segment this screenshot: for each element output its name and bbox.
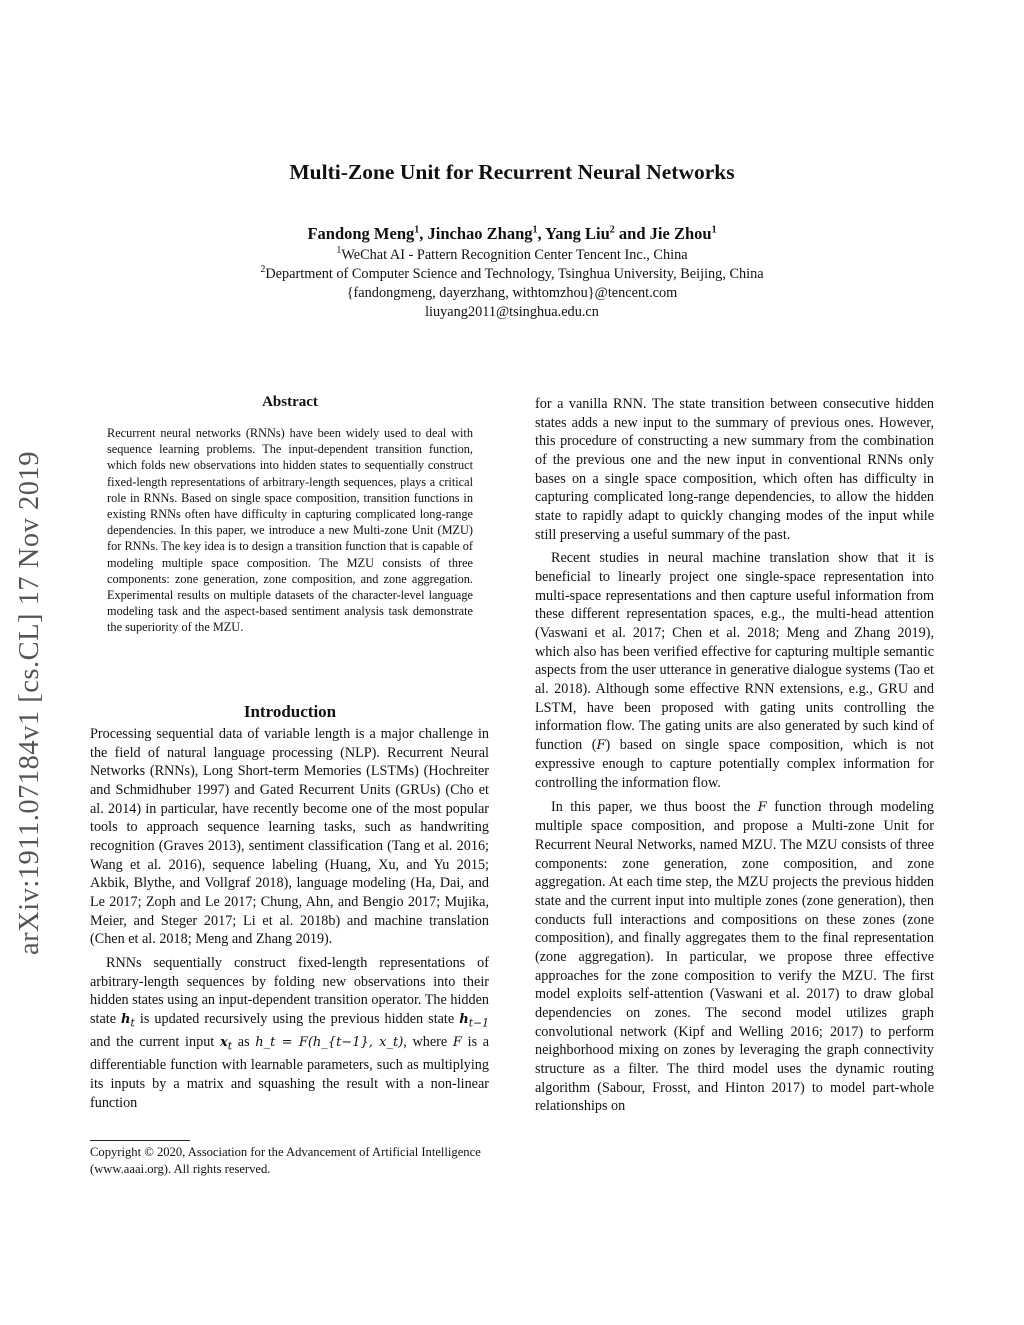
affiliation-mark: 2 [260, 264, 266, 276]
math-symbol: F [757, 799, 767, 815]
footnote-rule [90, 1140, 190, 1141]
paragraph-text: RNNs sequentially construct fixed-length representations of arbitrary-length sequences by folding new observations into their hidden states using an input-dependent transition operator. The hidden state [90, 954, 489, 1027]
affiliation-mark: 1 [336, 245, 342, 257]
math-symbol [219, 1035, 233, 1053]
affiliation-text: WeChat AI - Pattern Recognition Center Tencent Inc., China [341, 247, 688, 263]
author-affiliation-mark: 2 [609, 224, 615, 236]
author-name: Jie Zhou [649, 224, 712, 243]
author-name: Fandong Meng [307, 224, 415, 243]
affiliation-text: Department of Computer Science and Technology, Tsinghua University, Beijing, China [265, 266, 764, 282]
author-affiliation-mark: 1 [414, 224, 420, 236]
abstract-heading: Abstract [262, 394, 318, 410]
paragraph-text: is a differentiable function with learnable parameters, such as multiplying its inputs by a matrix and squashing the result with a non-linear function [90, 1034, 490, 1111]
body-paragraph-continued: for a vanilla RNN. The state transition between consecutive hidden states adds a new input to the summary of previous ones. However, this procedure of constructing a new summary from the combination of the previous one and the new input in conventional RNNs only bases on a single space composition, which often has difficulty in capturing complicated long-range dependencies, to allow the hidden state to rapidly adapt to quickly changing modes of the input while still preserving a useful summary of the past. [535, 396, 934, 543]
math-vector: x [219, 1035, 228, 1051]
author-separator: , [419, 224, 428, 243]
author-name: Yang Liu [545, 224, 610, 243]
author-affiliation-mark: 1 [532, 224, 538, 236]
right-column-body [535, 395, 934, 1121]
arxiv-identifier: arXiv:1911.07184v1 [cs.CL] 17 Nov 2019 [14, 451, 45, 955]
author-list [0, 224, 1024, 244]
author-name: Jinchao Zhang [427, 224, 533, 243]
author-affiliation-mark: 1 [711, 224, 717, 236]
math-equation: h_t = F(h_{t−1}, x_t) [255, 1035, 404, 1051]
body-paragraph [535, 798, 934, 1116]
paragraph-text: function through modeling multiple space composition, and propose a Multi-zone Unit for Recurrent Neural Networks, named MZU. The MZU consists of three components: zone generation, zone composition, and zone aggregation. At each time step, the MZU projects the previous hidden state and the current input into multiple zones (zone generation), then conducts full interactions and compositions on these zones (zone composition), and finally aggregates them to the final representation (zone aggregation). In particular, we propose three effective approaches for the zone composition to verify the MZU. The first model exploits self-attention (Vaswani et al. 2017) to draw global dependencies on zones. The second model utilizes graph convolutional network (Kipf and Welling 2016; 2017) to perform neighborhood mixing on zones by leveraging the graph connectivity structure as a filter. The third model uses the dynamic routing algorithm (Sabour, Frosst, and Hinton 2017) to model part-whole relationships on [535, 798, 934, 1115]
email-line-2: liuyang2011@tsinghua.edu.cn [425, 304, 599, 320]
paragraph-text: is updated recursively using the previous hidden state [139, 1010, 455, 1027]
paper-title: Multi-Zone Unit for Recurrent Neural Networks [289, 160, 735, 184]
affiliation-2 [0, 265, 1024, 284]
paragraph-text: ) based on single space composition, which is not expressive enough to capture potentially complex information for controlling the information flow. [535, 736, 934, 792]
copyright-footnote: Copyright © 2020, Association for the Advancement of Artificial Intelligence (www.aaai.org). All rights reserved. [90, 1145, 481, 1176]
introduction-heading: Introduction [243, 702, 337, 721]
math-subscript: t [227, 1039, 233, 1053]
intro-paragraph-1: Processing sequential data of variable length is a major challenge in the field of natural language processing (NLP). Recurrent Neural Networks (RNNs), Long Short-term Memories (LSTMs) (Hochreiter and Schmidhuber 1997) and Gated Recurrent Units (GRUs) (Cho et al. 2014) in particular, have recently become one of the most popular tools to approach sequence learning tasks, such as handwriting recognition (Graves 2013), sentiment classification (Tang et al. 2016; Wang et al. 2016), sequence labeling (Huang, Xu, and Yu 2015; Akbik, Blythe, and Vollgraf 2018), language modeling (Ha, Dai, and Le 2017; Zoph and Le 2017; Chung, Ahn, and Bengio 2017; Mujika, Meier, and Steger 2017; Li et al. 2018b) and machine translation (Chen et al. 2018; Meng and Zhang 2019). [90, 726, 489, 948]
math-subscript: t−1 [468, 1016, 490, 1030]
affiliation-1 [0, 246, 1024, 265]
math-symbol: F [452, 1035, 462, 1051]
body-paragraph [535, 549, 934, 793]
paragraph-text: , where [403, 1034, 448, 1051]
math-symbol [459, 1011, 490, 1030]
paragraph-text: and the current input [90, 1034, 215, 1051]
author-separator: , [537, 224, 546, 243]
left-column-body [90, 725, 489, 1117]
paragraph-text: In this paper, we thus boost the [551, 798, 751, 815]
author-conjunction: and [614, 224, 650, 243]
paragraph-text: as [237, 1034, 250, 1051]
email-line-1: {fandongmeng, dayerzhang, withtomzhou}@tencent.com [346, 285, 678, 301]
math-symbol: F [596, 737, 606, 753]
math-vector: h [459, 1011, 469, 1027]
abstract-body: Recurrent neural networks (RNNs) have been widely used to deal with sequence learning problems. The input-dependent transition function, which folds new observations into hidden states to sequentially construct fixed-length representations of arbitrary-length sequences, plays a critical role in RNNs. Based on single space composition, transition functions in existing RNNs often have difficulty in capturing complicated long-range dependencies. In this paper, we introduce a new Multi-zone Unit (MZU) for RNNs. The key idea is to design a transition function that is capable of modeling multiple space composition. The MZU consists of three components: zone generation, zone composition, and zone aggregation. Experimental results on multiple datasets of the character-level language modeling task and the aspect-based sentiment analysis task demonstrate the superiority of the MZU. [107, 426, 473, 635]
math-subscript: t [130, 1016, 135, 1030]
math-vector: h [121, 1011, 131, 1027]
math-symbol [121, 1011, 135, 1030]
intro-paragraph-2 [90, 954, 489, 1112]
paragraph-text: Recent studies in neural machine translation show that it is beneficial to linearly project one single-space representation into multi-space representations and then capture useful information from these different representation spaces, e.g., the multi-head attention (Vaswani et al. 2017; Chen et al. 2018; Meng and Zhang 2019), which also has been verified effective for capturing multiple semantic aspects from the user utterance in generative dialogue systems (Tao et al. 2018). Although some effective RNN extensions, e.g., GRU and LSTM, have been proposed with gating units controlling the information flow. The gating units are also generated by such kind of function ( [535, 550, 934, 753]
